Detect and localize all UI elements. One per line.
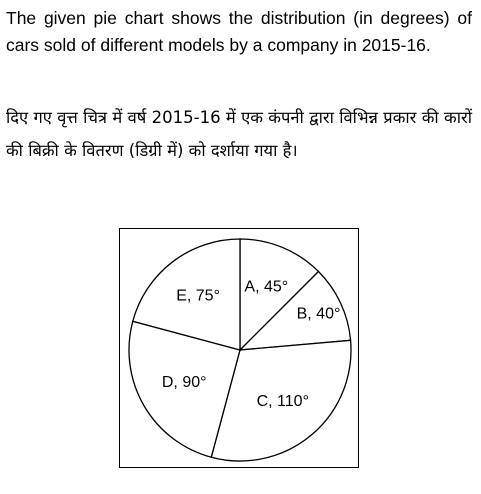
question-hindi-text: दिए गए वृत्त चित्र में वर्ष 2015-16 में एक कंपनी द्वारा विभिन्न प्रकार की कारों की बिक्री के वितरण (डिग्री में) को दर्शाया गया है। <box>6 108 472 160</box>
pie-chart-frame <box>119 228 359 468</box>
pie-slice-label-e: E, 75° <box>176 287 220 305</box>
question-english-text: The given pie chart shows the distribution (in degrees) of cars sold of different models by a company in 2015-16. <box>6 8 472 55</box>
pie-slice-label-a: A, 45° <box>244 278 289 296</box>
pie-slice-label-d: D, 90° <box>161 374 207 392</box>
pie-chart <box>120 229 358 467</box>
pie-slice-label-b: B, 40° <box>296 305 341 323</box>
pie-slice-label-c: C, 110° <box>256 393 309 410</box>
